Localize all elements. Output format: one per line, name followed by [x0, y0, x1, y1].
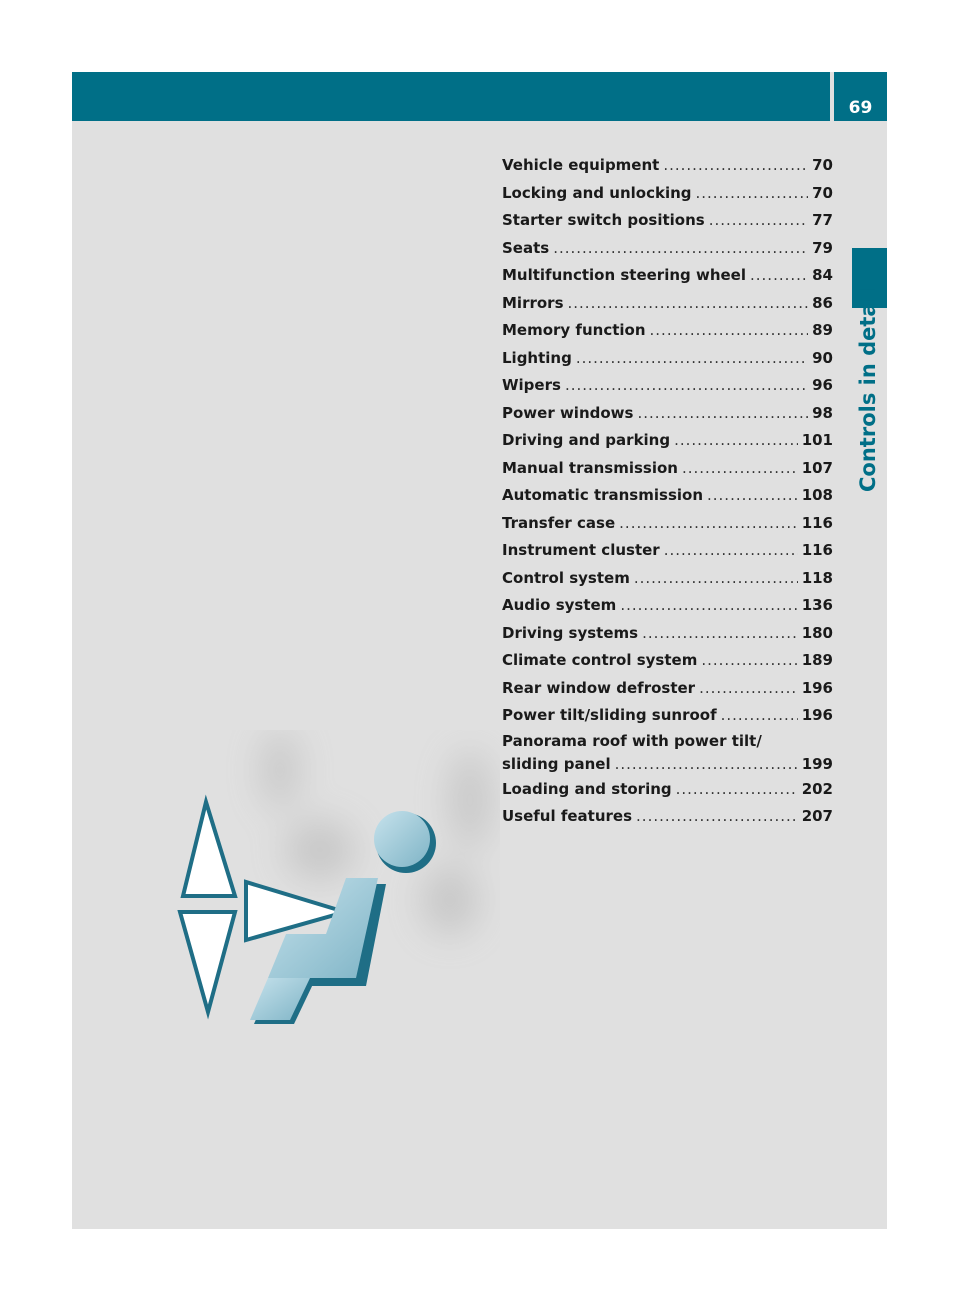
toc-entry-label: Control system: [502, 568, 630, 587]
toc-entry-page: 89: [812, 321, 833, 339]
toc-entry-label: Useful features: [502, 807, 633, 825]
toc-entry-page: 136: [801, 596, 833, 614]
toc-entry-page: 77: [812, 211, 833, 229]
toc-entry[interactable]: [502, 317, 833, 345]
toc-entry-page: 84: [812, 266, 833, 284]
toc-entry-label: Loading and storing: [502, 779, 672, 798]
leader-dots: [682, 455, 798, 483]
toc-entry-page: 101: [801, 431, 833, 449]
toc-entry[interactable]: [502, 180, 833, 208]
toc-entry[interactable]: [502, 400, 833, 428]
leader-dots: [620, 592, 797, 620]
leader-dots: [553, 235, 808, 263]
toc-entry[interactable]: [502, 730, 833, 776]
toc-entry-page: 116: [801, 541, 833, 559]
toc-entry-page: 108: [801, 486, 833, 504]
toc-entry-label: Rear window defroster: [502, 678, 696, 697]
toc-entry-page: 116: [801, 513, 833, 532]
toc-entry-label: sliding panel: [502, 754, 611, 773]
leader-dots: [701, 647, 797, 675]
leader-dots: [637, 400, 808, 428]
toc-entry-page: 207: [801, 807, 833, 825]
toc-entry-label: Panorama roof with power tilt/: [502, 731, 762, 750]
toc-entry-page: 196: [801, 706, 833, 724]
leader-dots: [699, 675, 798, 703]
toc-entry-page: 86: [812, 293, 833, 312]
toc-entry-page: 70: [812, 156, 833, 174]
toc-entry[interactable]: [502, 647, 833, 675]
toc-entry-label: Automatic transmission: [502, 486, 703, 504]
leader-dots: [565, 372, 808, 400]
toc-entry-page: 107: [801, 458, 833, 477]
toc-entry[interactable]: [502, 537, 833, 565]
toc-entry-page: 199: [801, 754, 833, 773]
page-number: 69: [848, 98, 873, 118]
toc-entry-label: Vehicle equipment: [502, 156, 660, 174]
toc-entry[interactable]: [502, 372, 833, 400]
toc-entry-page: 202: [801, 779, 833, 798]
leader-dots: [634, 565, 798, 593]
toc-entry-page: 189: [801, 651, 833, 669]
toc-entry-label: Seats: [502, 238, 550, 257]
leader-dots: [707, 482, 798, 510]
toc-entry[interactable]: [502, 455, 833, 483]
leader-dots: [674, 427, 798, 455]
toc-entry-label: Power windows: [502, 403, 634, 422]
toc-entry[interactable]: [502, 620, 833, 648]
toc-entry-label: Instrument cluster: [502, 541, 660, 559]
toc-entry[interactable]: [502, 565, 833, 593]
leader-dots: [750, 262, 808, 290]
leader-dots: [642, 620, 798, 648]
toc-entry[interactable]: [502, 803, 833, 831]
toc-entry[interactable]: [502, 482, 833, 510]
toc-entry-page: 96: [812, 376, 833, 394]
toc-entry[interactable]: [502, 345, 833, 373]
leader-dots: [721, 702, 798, 730]
toc-entry-label: Manual transmission: [502, 458, 678, 477]
toc-entry-label: Lighting: [502, 348, 572, 367]
toc-entry[interactable]: [502, 427, 833, 455]
header-bar: [72, 72, 830, 121]
toc-entry[interactable]: [502, 290, 833, 318]
toc-entry-label: Driving systems: [502, 623, 639, 642]
toc-entry-page: 70: [812, 183, 833, 202]
toc-entry[interactable]: [502, 675, 833, 703]
toc-entry[interactable]: [502, 776, 833, 804]
section-label: Controls in detail: [856, 288, 880, 492]
toc-entry-page: 98: [812, 403, 833, 422]
toc-entry-label: Transfer case: [502, 513, 616, 532]
toc-entry-page: 90: [812, 348, 833, 367]
seated-person-seat-adjust-icon: [150, 730, 500, 1040]
toc-entry-label: Memory function: [502, 321, 646, 339]
toc-entry[interactable]: [502, 262, 833, 290]
leader-dots: [568, 290, 809, 318]
toc-entry-label: Starter switch positions: [502, 211, 705, 229]
toc-entry-page: 196: [801, 678, 833, 697]
toc-entry[interactable]: [502, 235, 833, 263]
leader-dots: [663, 152, 808, 180]
toc-entry[interactable]: [502, 207, 833, 235]
toc-entry-label: Locking and unlocking: [502, 183, 692, 202]
table-of-contents: [502, 152, 833, 831]
leader-dots: [619, 510, 798, 538]
toc-entry-label: Multifunction steering wheel: [502, 266, 746, 284]
toc-entry[interactable]: [502, 592, 833, 620]
toc-entry[interactable]: [502, 152, 833, 180]
leader-dots: [650, 317, 809, 345]
leader-dots: [696, 180, 809, 208]
toc-entry[interactable]: [502, 702, 833, 730]
toc-entry-page: 79: [812, 238, 833, 257]
leader-dots: [676, 776, 798, 804]
toc-entry-label: Audio system: [502, 596, 617, 614]
toc-entry-page: 180: [801, 623, 833, 642]
toc-entry-label: Mirrors: [502, 293, 564, 312]
leader-dots: [576, 345, 808, 373]
toc-entry-label: Power tilt/sliding sunroof: [502, 706, 717, 724]
leader-dots: [615, 753, 798, 776]
leader-dots: [664, 537, 798, 565]
toc-entry-label: Driving and parking: [502, 431, 671, 449]
toc-entry-label: Climate control system: [502, 651, 698, 669]
toc-entry-page: 118: [801, 568, 833, 587]
leader-dots: [709, 207, 808, 235]
leader-dots: [636, 803, 798, 831]
toc-entry-label: Wipers: [502, 376, 561, 394]
toc-entry[interactable]: [502, 510, 833, 538]
